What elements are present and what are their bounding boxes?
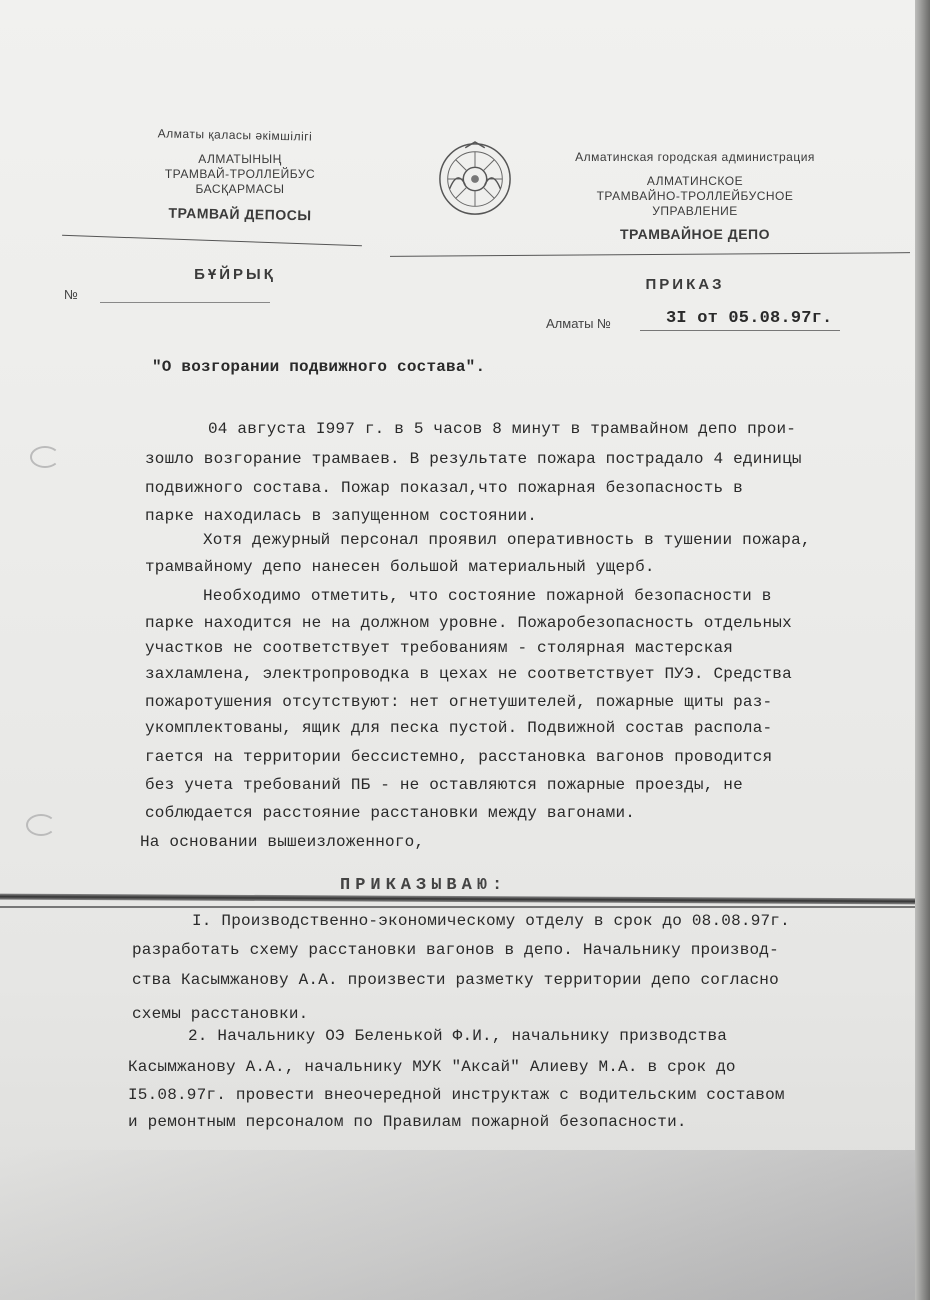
body-line: На основании вышеизложенного, bbox=[140, 833, 425, 851]
kz-org-line: ТРАМВАЙ-ТРОЛЛЕЙБУС bbox=[164, 167, 316, 181]
order-number-date: 3I от 05.08.97г. bbox=[666, 309, 833, 328]
body-line: соблюдается расстояние расстановки между вагонами. bbox=[145, 804, 636, 822]
ru-org-line: УПРАВЛЕНИЕ bbox=[652, 204, 738, 218]
order-line: Касымжанову А.А., начальнику МУК "Аксай" Алиеву М.А. в срок до bbox=[128, 1058, 736, 1076]
order-heading: ПРИКАЗЫВАЮ: bbox=[340, 876, 508, 895]
body-line: трамвайному депо нанесен большой материальный ущерб. bbox=[145, 558, 655, 576]
body-line: зошло возгорание трамваев. В результате пожара пострадало 4 единицы bbox=[145, 450, 802, 468]
kz-admin-name: Алматы қаласы әкімшілігі bbox=[157, 126, 313, 144]
number-blank-line bbox=[100, 302, 270, 303]
body-line: участков не соответствует требованиям - столярная мастерская bbox=[145, 639, 734, 657]
body-line: пожаротушения отсутствуют: нет огнетушителей, пожарные щиты раз- bbox=[145, 693, 773, 711]
order-number-underline bbox=[640, 330, 840, 331]
order-line: схемы расстановки. bbox=[132, 1005, 309, 1023]
copy-streak bbox=[0, 894, 915, 905]
number-sign: № bbox=[64, 287, 78, 302]
kz-doc-type: БҰЙРЫҚ bbox=[194, 266, 276, 283]
order-line: 2. Начальнику ОЭ Беленькой Ф.И., начальнику призводства bbox=[188, 1027, 728, 1045]
ru-org-line: АЛМАТИНСКОЕ bbox=[646, 174, 744, 188]
shadow-overlay bbox=[0, 1150, 915, 1300]
kz-depot-name: ТРАМВАЙ ДЕПОСЫ bbox=[168, 204, 312, 224]
kz-org-line: БАСҚАРМАСЫ bbox=[195, 182, 285, 196]
state-emblem-icon bbox=[436, 140, 514, 218]
kz-org-line: АЛМАТЫНЫҢ bbox=[198, 152, 282, 166]
body-line: захламлена, электропроводка в цехах не соответствует ПУЭ. Средства bbox=[145, 665, 792, 683]
ru-depot-name: ТРАМВАЙНОЕ ДЕПО bbox=[619, 226, 770, 242]
body-line: Необходимо отметить, что состояние пожарной безопасности в bbox=[203, 587, 772, 605]
city-number-label: Алматы № bbox=[546, 316, 611, 331]
order-line: разработать схему расстановки вагонов в депо. Начальнику производ- bbox=[132, 941, 779, 959]
body-line: парке находится не на должном уровне. Пожаробезопасность отдельных bbox=[145, 614, 792, 632]
order-line: и ремонтным персоналом по Правилам пожарной безопасности. bbox=[128, 1113, 687, 1131]
body-line: укомплектованы, ящик для песка пустой. Подвижной состав распола- bbox=[145, 719, 773, 737]
order-line: I5.08.97г. провести внеочередной инструктаж с водительским составом bbox=[128, 1086, 785, 1104]
order-line: ства Касымжанову А.А. произвести разметку территории депо согласно bbox=[132, 971, 779, 989]
copy-streak-thin bbox=[0, 906, 915, 908]
ru-admin-name: Алматинская городская администрация bbox=[575, 150, 815, 164]
document-title: "О возгорании подвижного состава". bbox=[152, 358, 486, 376]
body-line: подвижного состава. Пожар показал,что пожарная безопасность в bbox=[145, 479, 743, 497]
punch-hole-mark bbox=[26, 814, 56, 836]
ru-org-line: ТРАМВАЙНО-ТРОЛЛЕЙБУСНОЕ bbox=[596, 189, 794, 203]
header-divider-right bbox=[390, 252, 910, 257]
punch-hole-mark bbox=[30, 446, 60, 468]
body-line: без учета требований ПБ - не оставляются пожарные проезды, не bbox=[145, 776, 743, 794]
header-divider-left bbox=[62, 235, 362, 246]
body-line: парке находилась в запущенном состоянии. bbox=[145, 507, 538, 525]
body-line: гается на территории бессистемно, расстановка вагонов проводится bbox=[145, 748, 773, 766]
ru-doc-type: ПРИКАЗ bbox=[645, 276, 725, 293]
body-line: 04 августа I997 г. в 5 часов 8 минут в трамвайном депо прои- bbox=[208, 420, 797, 438]
page-edge bbox=[915, 0, 930, 1300]
body-line: Хотя дежурный персонал проявил оперативность в тушении пожара, bbox=[203, 531, 811, 549]
order-line: I. Производственно-экономическому отделу в срок до 08.08.97г. bbox=[192, 912, 790, 930]
